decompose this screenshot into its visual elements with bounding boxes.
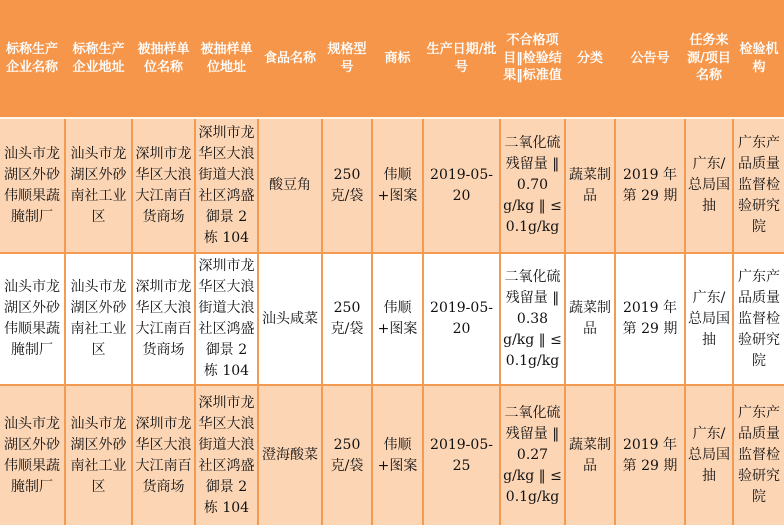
- cell-production-date: 2019-05-20: [423, 118, 500, 253]
- col-header-spec: 规格型号: [322, 0, 372, 118]
- cell-failed-item-result: 二氧化硫残留量 ‖ 0.70 g/kg ‖ ≤ 0.1g/kg: [500, 118, 565, 253]
- col-header-sampled-unit-name: 被抽样单位名称: [132, 0, 195, 118]
- col-header-brand: 商标: [372, 0, 423, 118]
- cell-category: 蔬菜制品: [565, 385, 615, 525]
- cell-production-date: 2019-05-25: [423, 385, 500, 525]
- col-header-failed-item-result: 不合格项目‖检验结果‖标准值: [500, 0, 565, 118]
- cell-inspection-agency: 广东产品质量监督检验研究院: [733, 118, 784, 253]
- cell-spec: 250 克/袋: [322, 118, 372, 253]
- table-header-row: [0, 0, 784, 118]
- col-header-task-source: 任务来源/项目名称: [685, 0, 733, 118]
- cell-spec: 250 克/袋: [322, 253, 372, 385]
- col-header-producer-address: 标称生产企业地址: [65, 0, 132, 118]
- cell-producer-name: 汕头市龙湖区外砂伟顺果蔬腌制厂: [0, 385, 65, 525]
- cell-brand: 伟顺+图案: [372, 253, 423, 385]
- cell-production-date: 2019-05-20: [423, 253, 500, 385]
- cell-bulletin-no: 2019 年第 29 期: [615, 385, 685, 525]
- cell-bulletin-no: 2019 年第 29 期: [615, 253, 685, 385]
- col-header-category: 分类: [565, 0, 615, 118]
- cell-sampled-unit-name: 深圳市龙华区大浪大江南百货商场: [132, 118, 195, 253]
- cell-category: 蔬菜制品: [565, 253, 615, 385]
- col-header-bulletin-no: 公告号: [615, 0, 685, 118]
- cell-producer-name: 汕头市龙湖区外砂伟顺果蔬腌制厂: [0, 118, 65, 253]
- cell-inspection-agency: 广东产品质量监督检验研究院: [733, 385, 784, 525]
- table-row: [0, 118, 784, 253]
- cell-food-name: 澄海酸菜: [258, 385, 322, 525]
- cell-food-name: 汕头咸菜: [258, 253, 322, 385]
- cell-producer-address: 汕头市龙湖区外砂南社工业区: [65, 118, 132, 253]
- col-header-sampled-unit-address: 被抽样单位地址: [195, 0, 258, 118]
- col-header-producer-name: 标称生产企业名称: [0, 0, 65, 118]
- cell-bulletin-no: 2019 年第 29 期: [615, 118, 685, 253]
- cell-inspection-agency: 广东产品质量监督检验研究院: [733, 253, 784, 385]
- cell-sampled-unit-name: 深圳市龙华区大浪大江南百货商场: [132, 253, 195, 385]
- cell-sampled-unit-address: 深圳市龙华区大浪街道大浪社区鸿盛御景 2 栋 104: [195, 385, 258, 525]
- cell-task-source: 广东/总局国抽: [685, 118, 733, 253]
- cell-task-source: 广东/总局国抽: [685, 385, 733, 525]
- col-header-inspection-agency: 检验机构: [733, 0, 784, 118]
- col-header-production-date: 生产日期/批号: [423, 0, 500, 118]
- cell-brand: 伟顺+图案: [372, 385, 423, 525]
- cell-producer-address: 汕头市龙湖区外砂南社工业区: [65, 253, 132, 385]
- col-header-food-name: 食品名称: [258, 0, 322, 118]
- cell-spec: 250 克/袋: [322, 385, 372, 525]
- cell-brand: 伟顺+图案: [372, 118, 423, 253]
- cell-sampled-unit-name: 深圳市龙华区大浪大江南百货商场: [132, 385, 195, 525]
- cell-producer-address: 汕头市龙湖区外砂南社工业区: [65, 385, 132, 525]
- cell-task-source: 广东/总局国抽: [685, 253, 733, 385]
- table-row: [0, 253, 784, 385]
- cell-failed-item-result: 二氧化硫残留量 ‖ 0.27 g/kg ‖ ≤ 0.1g/kg: [500, 385, 565, 525]
- table-row: [0, 385, 784, 525]
- cell-category: 蔬菜制品: [565, 118, 615, 253]
- cell-sampled-unit-address: 深圳市龙华区大浪街道大浪社区鸿盛御景 2 栋 104: [195, 253, 258, 385]
- cell-failed-item-result: 二氧化硫残留量 ‖ 0.38 g/kg ‖ ≤ 0.1g/kg: [500, 253, 565, 385]
- cell-producer-name: 汕头市龙湖区外砂伟顺果蔬腌制厂: [0, 253, 65, 385]
- cell-food-name: 酸豆角: [258, 118, 322, 253]
- cell-sampled-unit-address: 深圳市龙华区大浪街道大浪社区鸿盛御景 2 栋 104: [195, 118, 258, 253]
